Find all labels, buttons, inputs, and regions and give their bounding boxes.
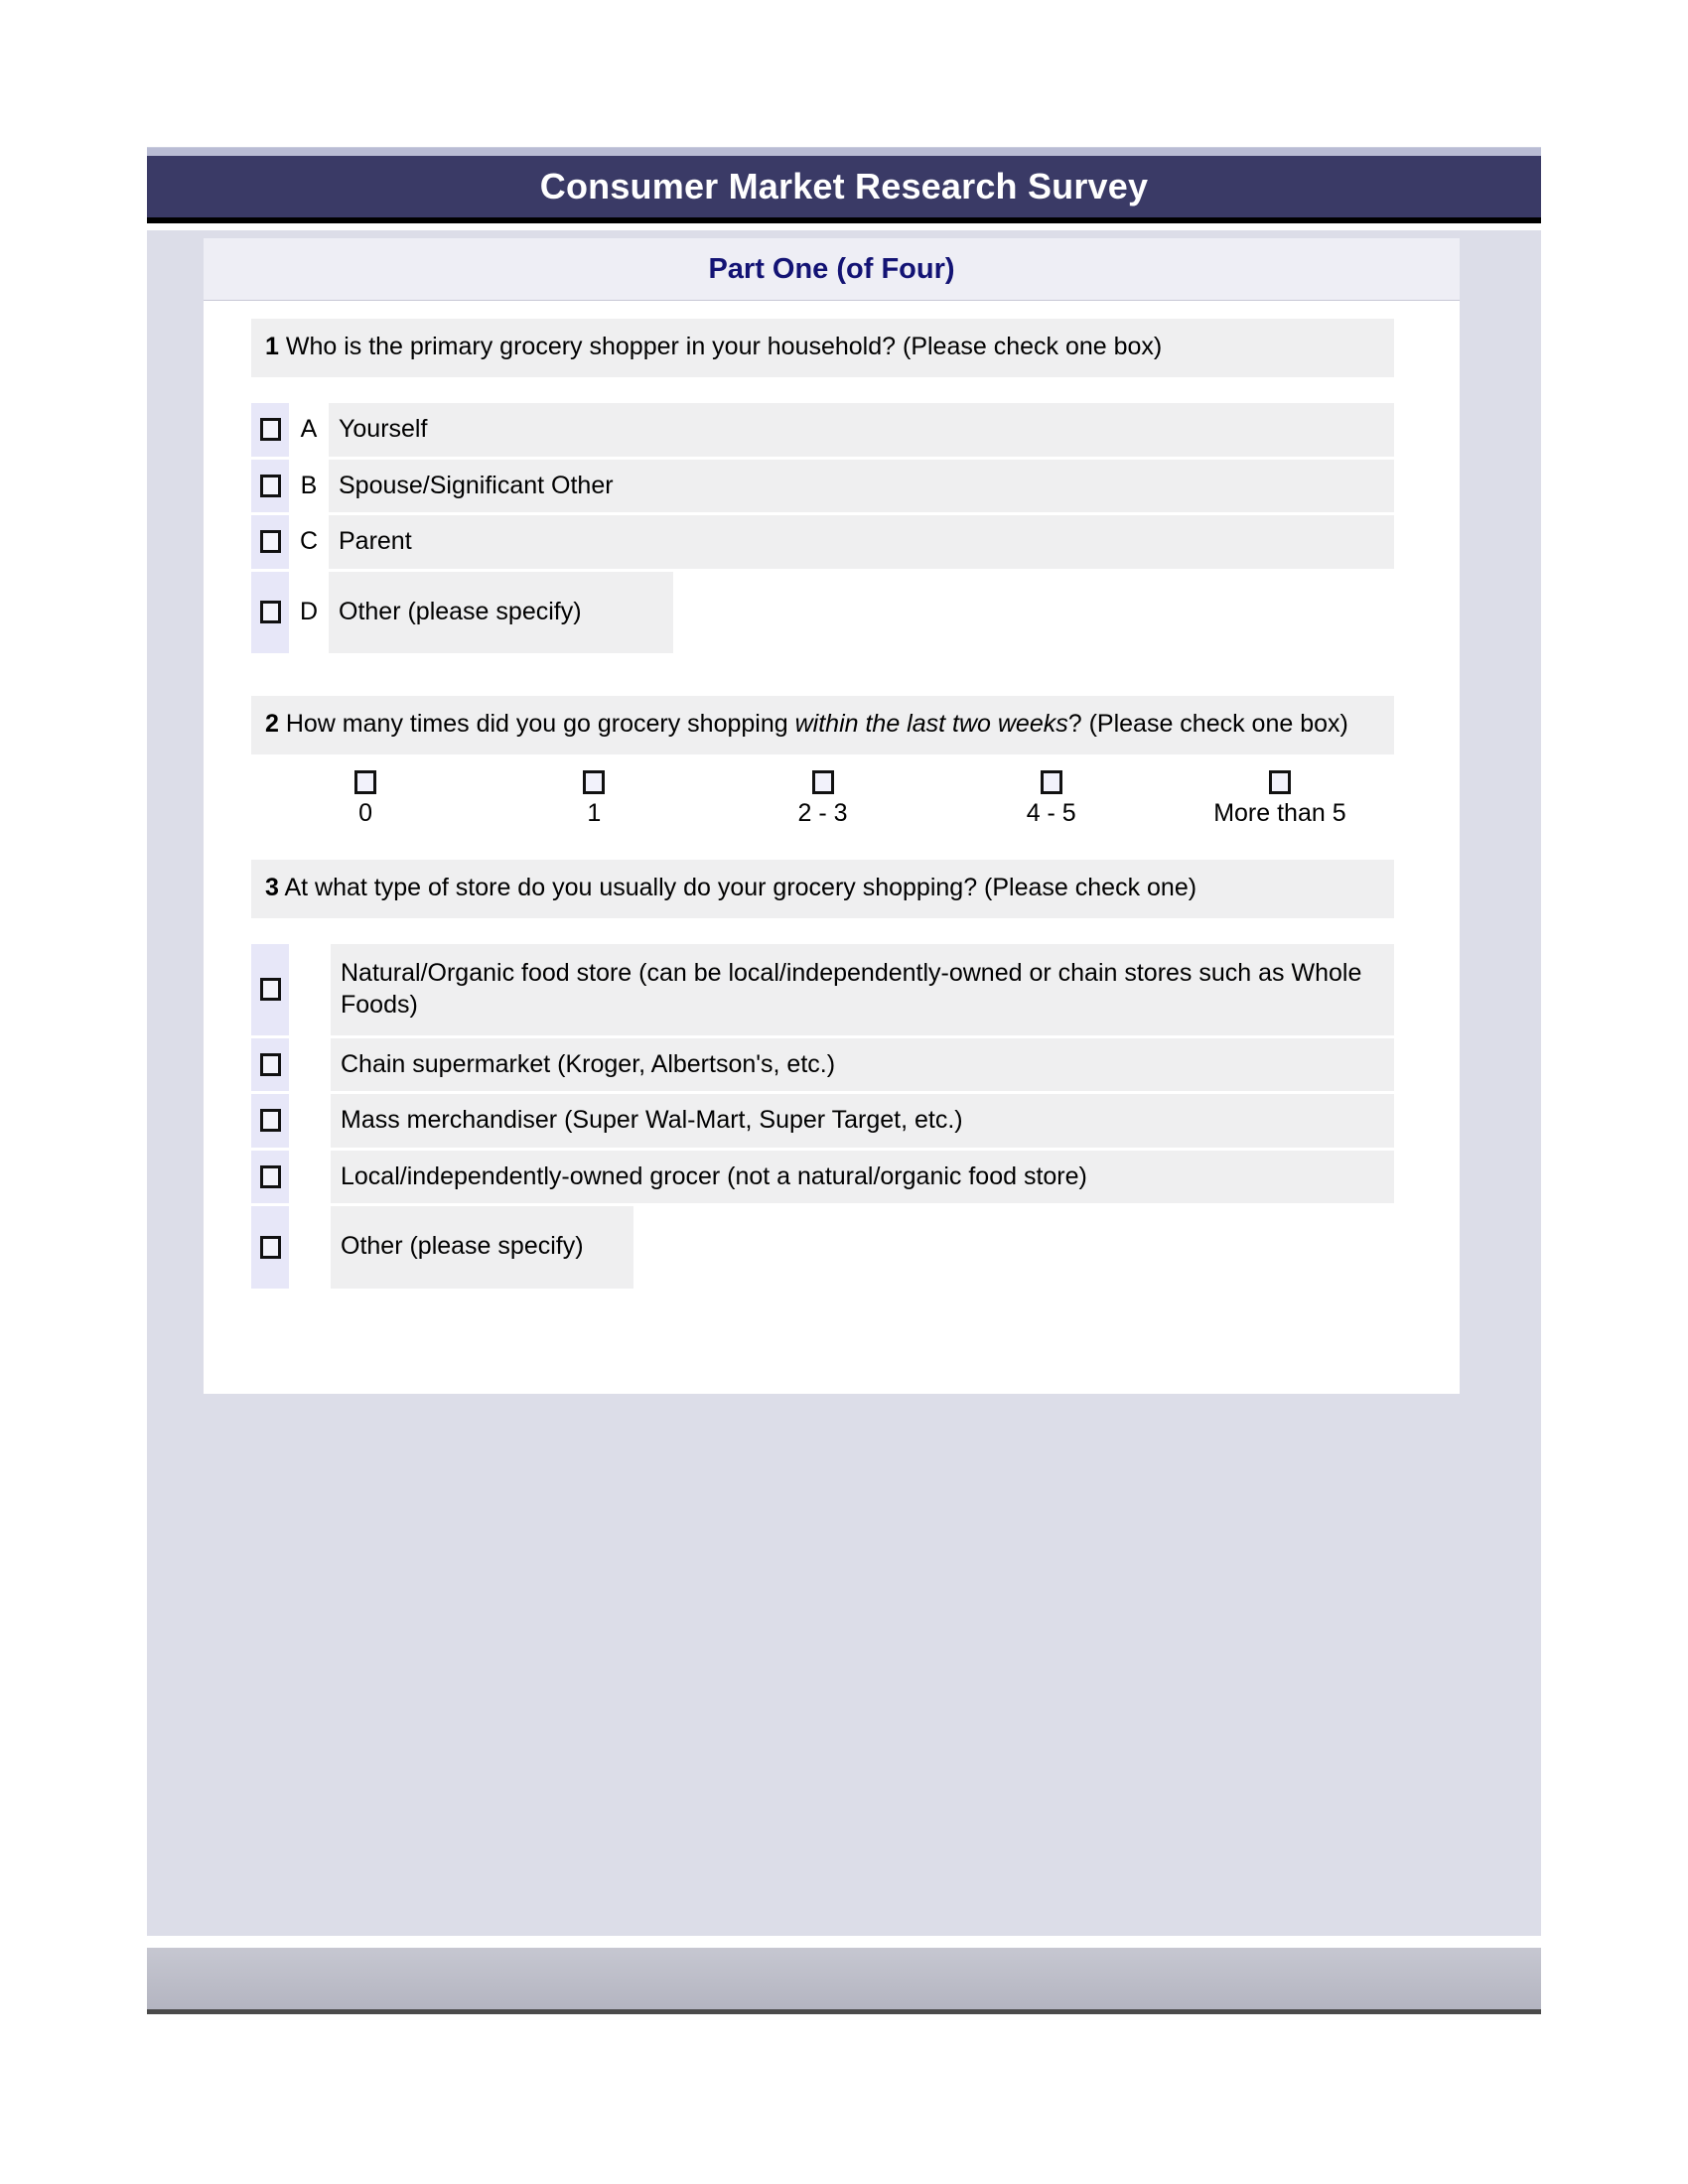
- option-row[interactable]: [251, 1038, 1394, 1092]
- question-2-prompt: [251, 696, 1394, 754]
- row-spacer: [289, 1151, 331, 1204]
- question-1-text: Who is the primary grocery shopper in your household? (Please check one box): [278, 333, 1163, 360]
- option-label: Yourself: [329, 403, 1394, 457]
- checkbox-icon[interactable]: [260, 1236, 281, 1259]
- question-3-text: At what type of store do you usually do your grocery shopping? (Please check one): [278, 873, 1197, 901]
- option-label: Natural/Organic food store (can be local/independently-owned or chain stores such as Whole Foods): [331, 944, 1394, 1035]
- option-row[interactable]: [251, 1094, 1394, 1148]
- scale-option[interactable]: [708, 770, 936, 828]
- checkbox-cell[interactable]: [251, 1151, 289, 1204]
- option-row[interactable]: [251, 460, 1394, 513]
- scale-option-label: 1: [587, 799, 602, 827]
- option-row[interactable]: [251, 515, 1394, 569]
- option-letter: A: [289, 403, 329, 457]
- option-row[interactable]: [251, 944, 1394, 1035]
- checkbox-icon[interactable]: [260, 1165, 281, 1188]
- checkbox-cell[interactable]: [251, 515, 289, 569]
- checkbox-icon[interactable]: [260, 1109, 281, 1132]
- checkbox-icon[interactable]: [812, 770, 834, 794]
- checkbox-icon[interactable]: [260, 601, 281, 623]
- checkbox-cell[interactable]: [251, 572, 289, 654]
- checkbox-icon[interactable]: [260, 1053, 281, 1076]
- option-letter: C: [289, 515, 329, 569]
- question-2-scale: [251, 754, 1394, 834]
- question-2-text-before: How many times did you go grocery shopping: [278, 710, 795, 738]
- option-letter: D: [289, 572, 329, 654]
- option-label: Parent: [329, 515, 1394, 569]
- title-bar-top-strip: [147, 147, 1541, 156]
- checkbox-cell[interactable]: [251, 1094, 289, 1148]
- row-spacer: [289, 1038, 331, 1092]
- option-letter: B: [289, 460, 329, 513]
- option-row-other[interactable]: [251, 572, 1394, 654]
- scale-option-label: 0: [358, 799, 373, 827]
- option-row[interactable]: [251, 1151, 1394, 1204]
- title-bar: [147, 156, 1541, 223]
- option-label: Other (please specify): [331, 1206, 633, 1289]
- title-bar-container: [147, 147, 1541, 223]
- checkbox-icon[interactable]: [1041, 770, 1062, 794]
- question-3-number: 3: [265, 873, 279, 901]
- option-label: Spouse/Significant Other: [329, 460, 1394, 513]
- checkbox-icon[interactable]: [260, 978, 281, 1001]
- checkbox-icon[interactable]: [260, 475, 281, 497]
- spacer: [204, 834, 1460, 860]
- checkbox-cell[interactable]: [251, 460, 289, 513]
- question-3-prompt: [251, 860, 1394, 918]
- page-title: Consumer Market Research Survey: [539, 166, 1149, 206]
- question-1-number: 1: [265, 333, 279, 360]
- other-specify-input[interactable]: [673, 572, 1394, 654]
- spacer: [204, 918, 1460, 944]
- scale-option[interactable]: [251, 770, 480, 828]
- option-label: Other (please specify): [329, 572, 673, 654]
- checkbox-icon[interactable]: [1269, 770, 1291, 794]
- scale-option[interactable]: [480, 770, 708, 828]
- question-1-options: [251, 403, 1394, 653]
- scale-option[interactable]: [937, 770, 1166, 828]
- row-spacer: [289, 1206, 331, 1289]
- question-2-number: 2: [265, 710, 279, 738]
- other-specify-input[interactable]: [633, 1206, 1394, 1289]
- scale-option[interactable]: [1166, 770, 1394, 828]
- question-1-prompt: [251, 319, 1394, 377]
- checkbox-cell[interactable]: [251, 1038, 289, 1092]
- checkbox-icon[interactable]: [260, 418, 281, 441]
- footer-bar: [147, 1948, 1541, 2014]
- option-label: Chain supermarket (Kroger, Albertson's, etc.): [331, 1038, 1394, 1092]
- scale-option-label: More than 5: [1213, 799, 1346, 827]
- option-label: Mass merchandiser (Super Wal-Mart, Super Target, etc.): [331, 1094, 1394, 1148]
- checkbox-cell[interactable]: [251, 944, 289, 1035]
- question-3-options: [251, 944, 1394, 1289]
- row-spacer: [289, 944, 331, 1035]
- option-row[interactable]: [251, 403, 1394, 457]
- survey-card: [204, 301, 1460, 1394]
- checkbox-icon[interactable]: [354, 770, 376, 794]
- checkbox-cell[interactable]: [251, 1206, 289, 1289]
- option-label: Local/independently-owned grocer (not a natural/organic food store): [331, 1151, 1394, 1204]
- question-2-text-italic: within the last two weeks: [794, 710, 1068, 738]
- scale-option-label: 4 - 5: [1026, 799, 1076, 827]
- scale-option-label: 2 - 3: [797, 799, 848, 827]
- row-spacer: [289, 1094, 331, 1148]
- spacer: [204, 656, 1460, 696]
- checkbox-icon[interactable]: [583, 770, 605, 794]
- spacer: [204, 377, 1460, 403]
- option-row-other[interactable]: [251, 1206, 1394, 1289]
- survey-card-inner: [204, 301, 1460, 1289]
- part-subtitle: Part One (of Four): [708, 252, 955, 285]
- checkbox-icon[interactable]: [260, 530, 281, 553]
- part-subtitle-band: [204, 238, 1460, 301]
- question-2-text-after: ? (Please check one box): [1067, 710, 1348, 738]
- checkbox-cell[interactable]: [251, 403, 289, 457]
